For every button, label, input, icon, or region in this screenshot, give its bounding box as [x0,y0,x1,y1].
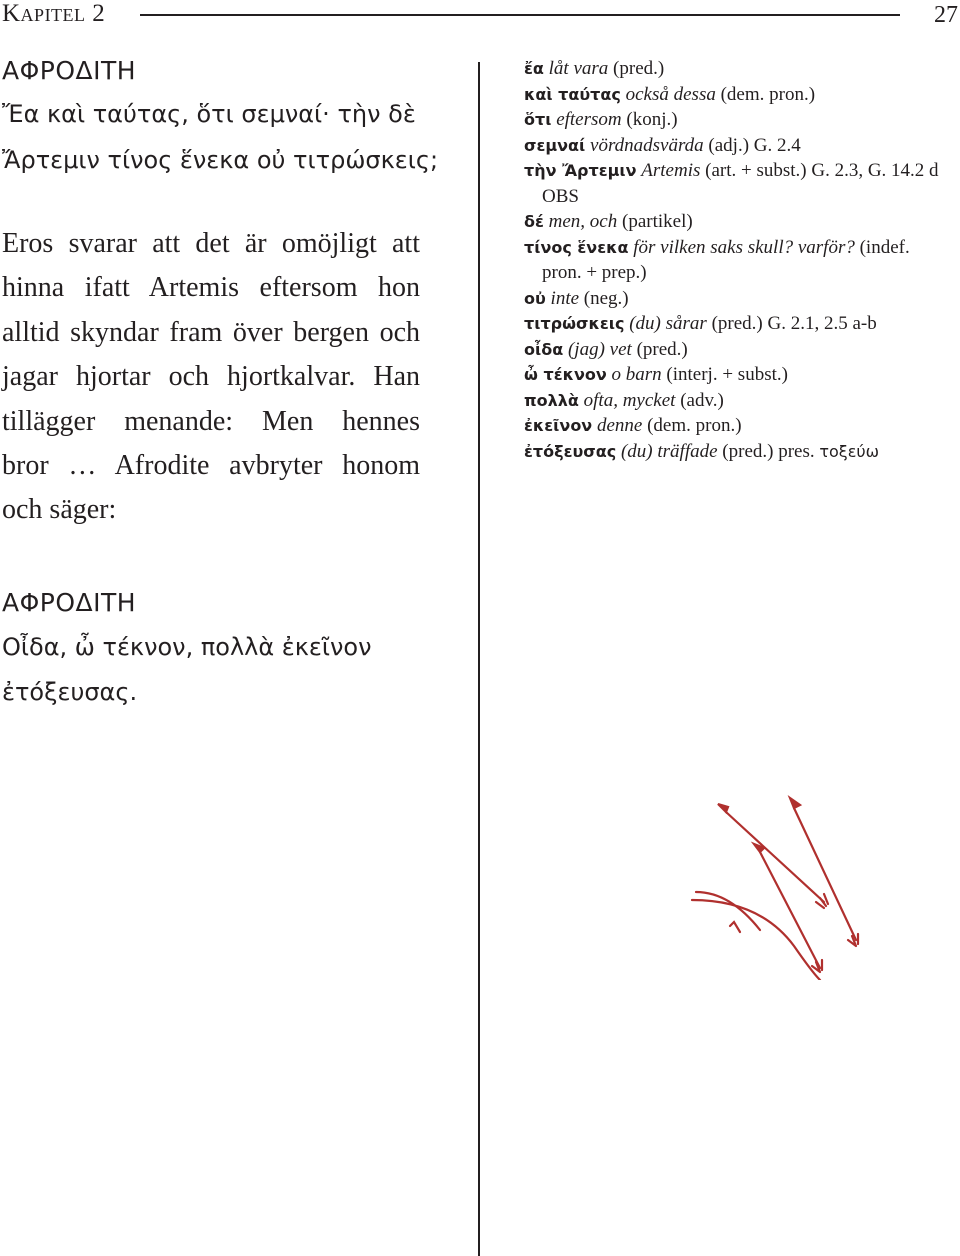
arrow-fletching [812,960,822,972]
glossary-item: ἔα låt vara (pred.) [524,58,665,79]
swedish-text-line: hinna ifatt Artemis eftersom hon [2,272,420,303]
glossary-item: οὐ inte (neg.) [524,287,629,309]
glossary-item: τιτρώσκεις (du) sårar (pred.) G. 2.1, 2.5 a-b [524,313,877,334]
greek-text-line: ἐτόξευσας. [2,678,138,706]
greek-text-line: Ἔα καὶ ταύτας, ὅτι σεμναί· τὴν δὲ [2,100,416,128]
glossary-item: ὅτι eftersom (konj.) [524,109,678,130]
glossary-item: καὶ ταύτας också dessa (dem. pron.) [524,83,816,105]
bow-grip [730,922,740,932]
glossary-item: τὴν Ἄρτεμιν Artemis (art. + subst.) G. 2.3, G. 14.2 d OBS [524,160,939,207]
bow-and-arrows-illustration [690,790,870,980]
speaker-label: ΑΦΡΟΔΙΤΗ [2,56,137,85]
glossary-item: ἐτόξευσας (du) träffade (pred.) pres. τοξεύω [524,440,880,462]
arrow-shaft [794,808,856,940]
glossary-item: δέ men, och (partikel) [524,211,693,232]
arrow-head [790,798,800,808]
glossary [524,56,954,464]
glossary-item: πολλὰ ofta, mycket (adv.) [524,389,724,411]
glossary-item: ἐκεῖνον denne (dem. pron.) [524,415,742,436]
glossary-item: οἶδα (jag) vet (pred.) [524,338,688,360]
arrow-shaft [726,812,824,902]
speaker-label: ΑΦΡΟΔΙΤΗ [2,588,137,617]
glossary-item: σεμναί vördnadsvärda (adj.) G. 2.4 [524,134,801,156]
greek-text-line: Ἄρτεμιν τίνος ἕνεκα οὐ τιτρώσκεις; [2,146,439,174]
glossary-item: τίνος ἕνεκα för vilken saks skull? varför? (indef. pron. + prep.) [524,236,910,283]
column-divider [478,62,480,1256]
swedish-text-line: tillägger menande: Men hennes [2,406,420,437]
glossary-item: ὦ τέκνον o barn (interj. + subst.) [524,364,788,385]
arrow-head [718,804,728,812]
bow-limb [692,900,820,980]
header-rule [140,14,900,16]
swedish-text-line: bror … Afrodite avbryter honom [2,450,420,481]
swedish-text-line: och säger: [2,494,117,525]
swedish-text-line: Eros svarar att det är omöjligt att [2,228,420,259]
chapter-heading: Kapitel 2 [2,0,106,27]
greek-text-line: Οἶδα, ὦ τέκνον, πολλὰ ἐκεῖνον [2,633,372,661]
swedish-text-line: jagar hjortar och hjortkalvar. Han [2,361,420,392]
page-number: 27 [934,2,958,28]
swedish-text-line: alltid skyndar fram över bergen och [2,317,420,348]
